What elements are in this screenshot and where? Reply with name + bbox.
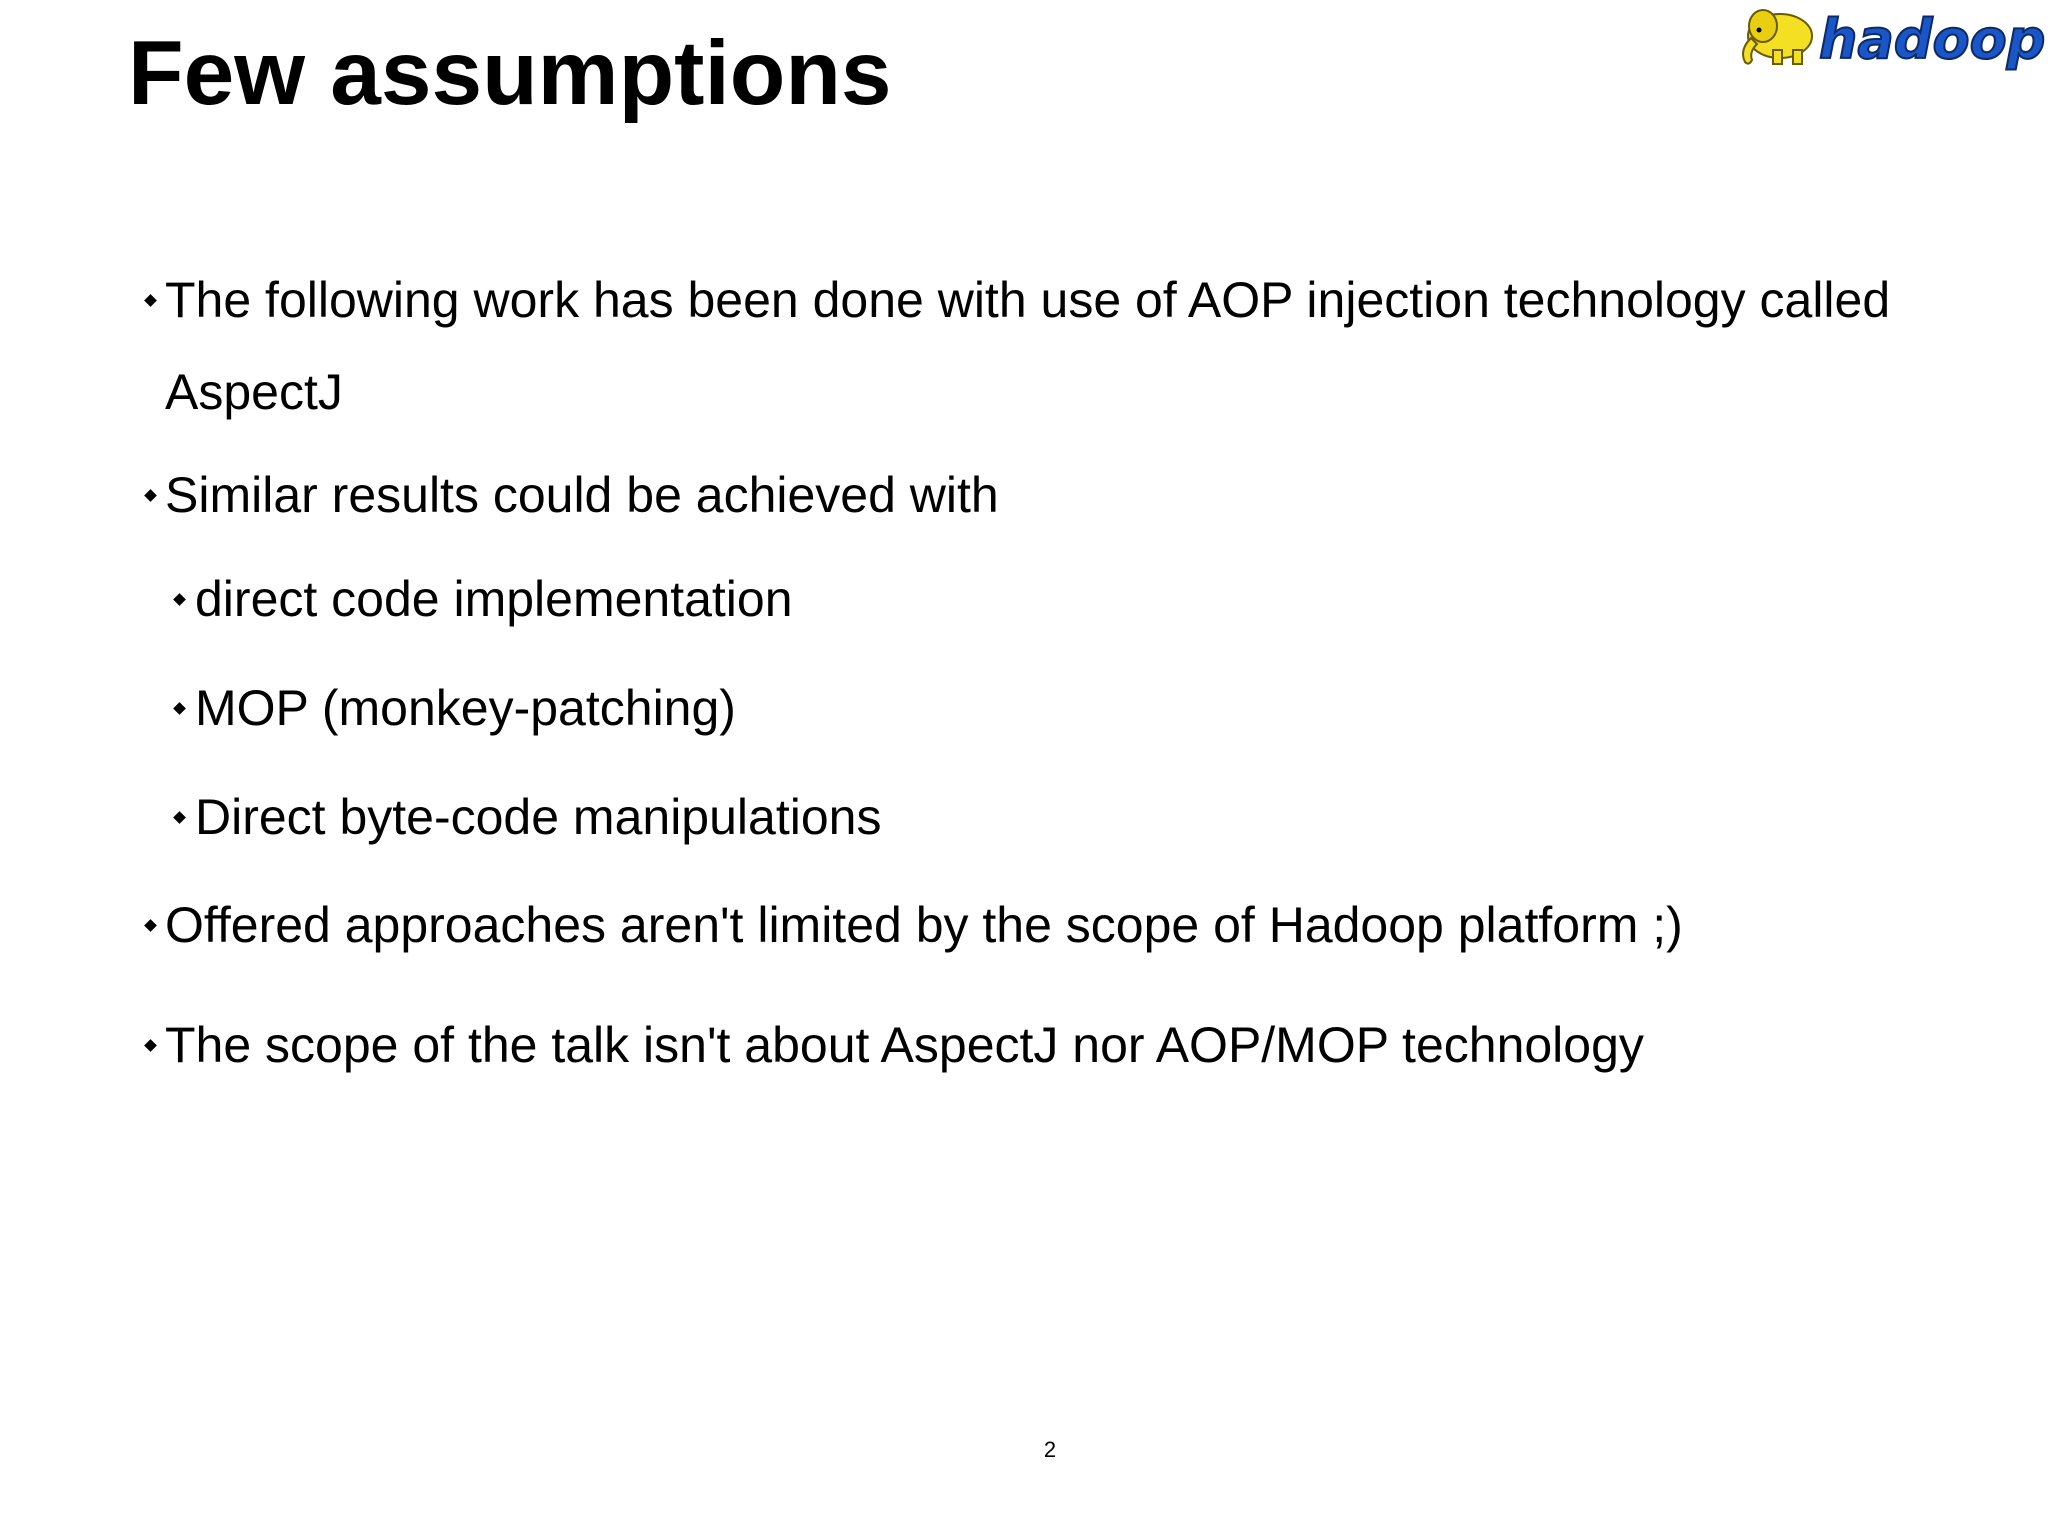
bullet-item: Similar results could be achieved with	[165, 467, 999, 523]
diamond-bullet-icon	[173, 593, 186, 606]
slide-title: Few assumptions	[128, 23, 892, 124]
sub-bullet-item: MOP (monkey-patching)	[195, 680, 736, 736]
diamond-bullet-icon	[144, 294, 157, 307]
diamond-bullet-icon	[144, 919, 157, 932]
page-number: 2	[1043, 1437, 1057, 1462]
bullet-item: The scope of the talk isn't about AspectJ nor AOP/MOP technology	[165, 1017, 1644, 1073]
diamond-bullet-icon	[173, 811, 186, 824]
diamond-bullet-icon	[144, 489, 157, 502]
sub-bullet-item: direct code implementation	[195, 571, 793, 627]
hadoop-logo-text: hadoop	[1819, 8, 2045, 71]
sub-bullet-item: Direct byte-code manipulations	[195, 789, 882, 845]
diamond-bullet-icon	[173, 702, 186, 715]
bullet-item: The following work has been done with use of AOP injection technology called AspectJ	[165, 272, 1891, 420]
diamond-bullet-icon	[144, 1039, 157, 1052]
bullet-item: Offered approaches aren't limited by the scope of Hadoop platform ;)	[165, 897, 1683, 953]
